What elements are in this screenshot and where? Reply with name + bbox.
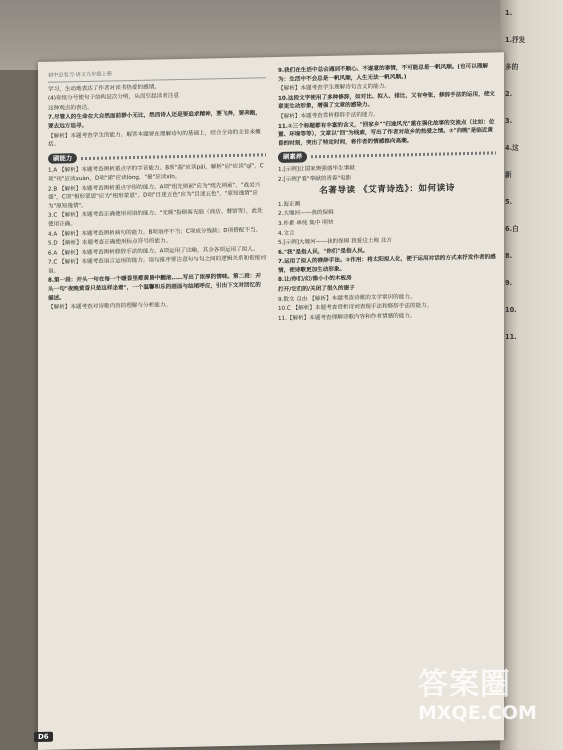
page-number: D6: [34, 732, 53, 742]
section-tag: 刷素养: [278, 152, 307, 163]
answer-item: 6."我"是指人民，"你们"是指人民。: [278, 247, 369, 256]
analysis-item: 11.【解析】本题考查理解诗歌内容和作者情感的能力。: [278, 312, 416, 322]
edge-fragment: 10.: [505, 306, 517, 314]
edge-fragment: 9.: [505, 279, 513, 287]
edge-fragment: 5.: [505, 198, 513, 206]
answer-item: 7.运用了拟人的修辞手法。②作用：将太阳拟人化，便于运用对话的方式来抒发作者的感情，使诗歌更加生动形象。: [278, 254, 496, 274]
dotted-divider: [81, 153, 266, 160]
section-heading-ability: [48, 149, 266, 164]
answer-item: 8.让/你们/幻/像小小的木板房: [278, 275, 352, 284]
answer-item: 9.散文 自由 【解析】本题考查诗歌的文学常识的能力。: [278, 293, 416, 303]
answer-item: 4.A 【解析】本题考查辨析病句的能力。B项语序不当；C项成分残缺；D项搭配不当。: [48, 226, 262, 238]
text-line: 学习，生动地表达了作者对读书热爱的感情。: [48, 84, 160, 93]
answer-item: 3.C 【解析】本题考查正确使用词语的能力。"光顾"指顾客光临（商店、餐馆等），此处使用正确。: [48, 208, 263, 228]
answer-item: 5.D 【解析】本题考查正确使用标点符号的能力。: [48, 238, 172, 247]
answer-item: 2.[示例]"看"奉献的青春"电影: [278, 174, 352, 183]
edge-fragment: 6.白: [505, 225, 519, 233]
edge-fragment: 1.抒发: [505, 36, 526, 44]
answer-item: 9.我们在生活中总会遇到不顺心、不遂意的事情，不可能总是一帆风顺。(也可以理解为：生活中不会总是一帆风顺，人生无法一帆风顺。): [278, 63, 488, 83]
right-column: [278, 62, 496, 324]
answer-item: 打开/它们的/关闭了很久的窗子: [278, 285, 355, 294]
text-line: (4)奇怪分号使句子结构层次分明，从而引起读者注意: [48, 93, 179, 102]
analysis-item: 【解析】本题考查学生的能力。解答本题要在理解诗句的基础上，结合全诗的主旨来概括。: [48, 128, 261, 148]
section-tag: 刷能力: [48, 153, 77, 164]
analysis-item: 【解析】本题考查赏析修辞手法的能力。: [278, 111, 379, 120]
edge-fragment: 多的: [505, 63, 519, 71]
edge-fragment: 1.: [505, 9, 513, 17]
next-page-edge-text: [505, 0, 563, 351]
answer-item: 2.B 【解析】本题考查辨析重点字形的能力。A项"组先则前"应为"组先则前"，"战灵兴盛"，C项"相形蒙恩"应为"相形蒙恩"。D项"目迷五色"应为"目迷五色"，"原知逸情"应为"原知逸情"。: [48, 181, 261, 210]
page-header: 初中总复习·语文九年级上册: [48, 67, 266, 82]
answer-item: 7.C 【解析】本题考查语言运用的能力。语句排序要注意句与句之间的逻辑关系和衔接词语。: [48, 255, 266, 275]
analysis-item: 【解析】本题考查学生理解诗句含义的能力。: [278, 83, 390, 93]
answer-item: 10.C 【解析】本题考查赏析诗词表现手法和修辞手法的能力。: [278, 302, 433, 313]
text-line: 这种观点的表达。: [48, 104, 93, 112]
answer-item: 10.这段文字使用了多种修辞，如对比、拟人、排比，又有夸张，修辞手法的运用，使文章更生动形象，增强了文章的感染力。: [278, 91, 495, 111]
edge-fragment: 4.这: [505, 144, 519, 152]
answer-item: 1.[示例]让国家奥强盛毕生事献: [278, 165, 355, 173]
answer-item: 8.第一段：开头一句在每一个暖昏里都黄昏中翻滚……写出了浓厚的情味。第二段：开头一句"夜晚黄昏只是这样坐着"，一个温馨和乐的画面与结尾呼应，引出下文对回忆的描述。: [48, 273, 261, 302]
answer-item: 5.[示例]大堰河——我的保姆 我爱这土地 北方: [278, 237, 392, 247]
answer-item: 1.海正潮: [278, 201, 301, 208]
answer-item: 4.文言: [278, 230, 295, 237]
watermark: [418, 668, 558, 748]
dotted-divider: [311, 152, 496, 159]
edge-fragment: 新: [505, 171, 512, 179]
analysis-item: 【解析】本题考查对诗歌内容的理解与分析能力。: [48, 302, 172, 312]
answer-page: [38, 52, 504, 750]
answer-item: 1.A 【解析】本题考查辨析重点字的字音能力。B项"湍"应读pái，解析"启"应读"qǐ"，C项"刊"应读xuàn，D项"涕"应读lòng，"暑"应读xīn。: [48, 163, 264, 183]
section-heading-literacy: [278, 148, 496, 163]
left-column: [48, 67, 266, 313]
answer-item: 11.①三个标题都有丰富的含义，"回家乡""归途风光"重在强化故事的交流点（比如：位置、环境等等），文章以"回"为线索，写出了作者对故乡的热爱之情。②"向晚"是临近黄昏的时刻，突出了特定时间，将作者的情感推向高潮。: [278, 119, 495, 147]
answer-item: 2.大堰河——我的保姆: [278, 210, 334, 218]
watermark-url: MXQE.COM: [418, 702, 537, 724]
edge-fragment: 8.: [505, 252, 513, 260]
edge-fragment: 3.: [505, 117, 513, 125]
watermark-main: 答案圈: [418, 667, 511, 702]
answer-item: 7.尽管人的生命在大自然面前渺小无比，然而诗人还是要追求精神，要飞奔，要奔跑，要去远方追寻。: [48, 110, 261, 130]
edge-fragment: 2.: [505, 90, 513, 98]
answer-item: 6.A 【解析】本题考查辨析修辞手法的能力。A项运用了比喻，其余各项运用了拟人。: [48, 246, 259, 257]
answer-item: 3.朴素 单纯 集中 明快: [278, 219, 334, 227]
edge-fragment: 11.: [505, 333, 517, 341]
chapter-title: 名著导读 《艾青诗选》：如何读诗: [319, 183, 455, 197]
